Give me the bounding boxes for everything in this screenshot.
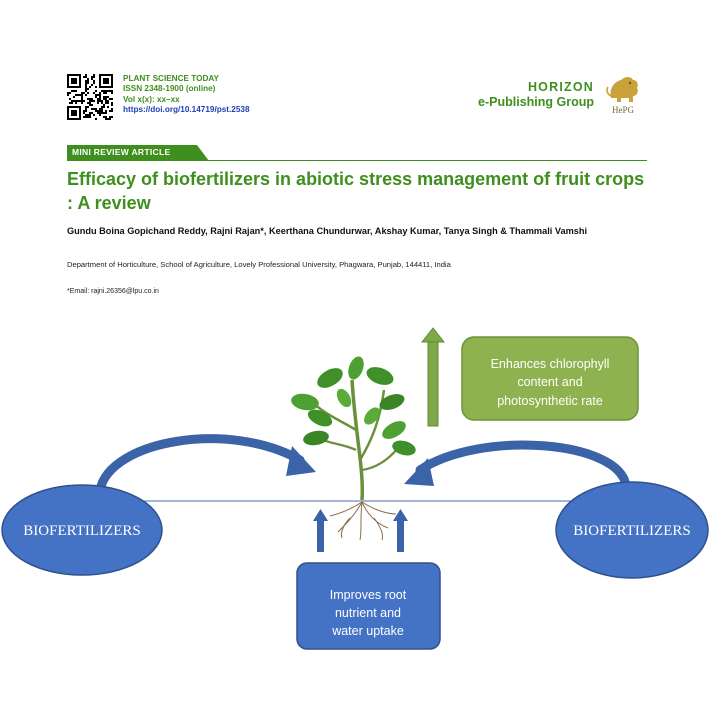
article-type-label: MINI REVIEW ARTICLE — [72, 147, 171, 157]
chlorophyll-box-line1: Enhances chlorophyll — [490, 357, 610, 371]
up-arrow-root-right — [393, 509, 408, 552]
biofertilizers-left-label: BIOFERTILIZERS — [23, 523, 141, 539]
chlorophyll-box-line2: content and — [517, 375, 583, 389]
journal-info — [123, 74, 250, 116]
article-title: Efficacy of biofertilizers in abiotic stress management of fruit crops : A review — [67, 169, 645, 213]
article-authors: Gundu Boina Gopichand Reddy, Rajni Rajan*, Keerthana Chundurwar, Akshay Kumar, Tanya Singh & Thammali Vamshi — [67, 226, 588, 236]
root-uptake-box-line2: nutrient and — [334, 606, 402, 620]
journal-issn: ISSN 2348-1900 (online) — [123, 84, 216, 94]
article-affiliation: Department of Horticulture, School of Agriculture, Lovely Professional University, Phagwara, Punjab, 144411, India — [67, 260, 451, 269]
up-arrow-right-of-plant — [422, 328, 444, 426]
qr-code-icon — [67, 74, 113, 120]
publisher-line1: HORIZON — [527, 80, 594, 94]
publisher-logo-icon — [603, 72, 643, 116]
corresponding-email: *Email: rajni.26356@lpu.co.in — [67, 288, 159, 295]
publisher-logo-text: HePG — [612, 105, 634, 115]
chlorophyll-box-line3: photosynthetic rate — [497, 394, 603, 408]
root-uptake-box-line3: water uptake — [332, 624, 404, 638]
journal-name: PLANT SCIENCE TODAY — [123, 74, 219, 83]
biofertilizers-right-label: BIOFERTILIZERS — [573, 523, 691, 539]
left-curved-arrow — [100, 439, 300, 490]
plant-icon — [290, 354, 418, 540]
right-curved-arrow — [420, 445, 626, 486]
graphical-abstract — [0, 320, 714, 714]
journal-doi-link[interactable]: https://doi.org/10.14719/pst.2538 — [123, 105, 250, 115]
up-arrow-root-left — [313, 509, 328, 552]
publisher-line2: e-Publishing Group — [478, 95, 594, 109]
publisher-name — [478, 80, 594, 109]
root-uptake-box-line1: Improves root — [329, 588, 407, 602]
journal-volume: Vol x(x): xx–xx — [123, 94, 180, 104]
